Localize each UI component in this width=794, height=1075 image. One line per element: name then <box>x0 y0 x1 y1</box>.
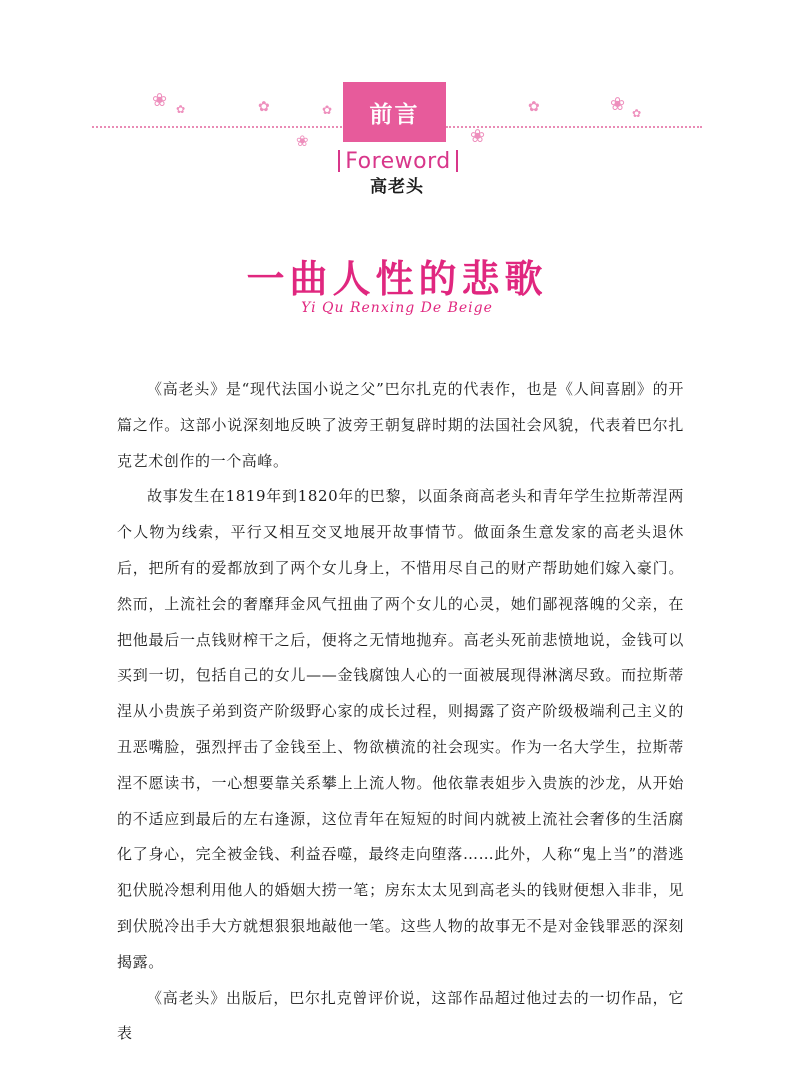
flower-icon: ✿ <box>528 99 540 115</box>
foreword-text: Foreword <box>345 148 451 174</box>
foreword-tag-label: 前言 <box>369 101 420 128</box>
flower-icon: ❀ <box>296 132 309 150</box>
flower-icon: ❀ <box>470 126 486 147</box>
divider-bar-right <box>456 150 458 172</box>
foreword-header <box>0 0 794 210</box>
flower-icon: ✿ <box>258 99 270 115</box>
body-text <box>117 372 684 1052</box>
paragraph: 故事发生在1819年到1820年的巴黎，以面条商高老头和青年学生拉斯蒂涅两个人物为线索，平行又相互交叉地展开故事情节。做面条生意发家的高老头退休后，把所有的爱都放到了两个女儿身上，不惜用尽自己的财产帮助她们嫁入豪门。然而，上流社会的奢靡拜金风气扭曲了两个女儿的心灵，她们鄙视落魄的父亲，在把他最后一点钱财榨干之后，便将之无情地抛弃。高老头死前悲愤地说，金钱可以买到一切，包括自己的女儿——金钱腐蚀人心的一面被展现得淋漓尽致。而拉斯蒂涅从小贵族子弟到资产阶级野心家的成长过程，则揭露了资产阶级极端利己主义的丑恶嘴脸，强烈抨击了金钱至上、物欲横流的社会现实。作为一名大学生，拉斯蒂涅不愿读书，一心想要靠关系攀上上流人物。他依靠表姐步入贵族的沙龙，从开始的不适应到最后的左右逢源，这位青年在短短的时间内就被上流社会奢侈的生活腐化了身心，完全被金钱、利益吞噬，最终走向堕落……此外，人称“鬼上当”的潜逃犯伏脱冷想利用他人的婚姻大捞一笔；房东太太见到高老头的钱财便想入非非，见到伏脱冷出手大方就想狠狠地敲他一笔。这些人物的故事无不是对金钱罪恶的深刻揭露。 <box>117 487 684 971</box>
foreword-tag <box>343 82 446 142</box>
divider-bar-left <box>338 150 340 172</box>
flower-icon: ✿ <box>322 103 333 117</box>
page-subtitle: Yi Qu Renxing De Beige <box>301 300 493 316</box>
paragraph: 《高老头》出版后，巴尔扎克曾评价说，这部作品超过他过去的一切作品，它表 <box>117 988 684 1043</box>
page-title: 一曲人性的悲歌 <box>246 256 548 301</box>
paragraph: 《高老头》是“现代法国小说之父”巴尔扎克的代表作，也是《人间喜剧》的开篇之作。这部小说深刻地反映了波旁王朝复辟时期的法国社会风貌，代表着巴尔扎克艺术创作的一个高峰。 <box>117 380 684 470</box>
dotted-divider-left <box>92 126 342 128</box>
flower-icon: ✿ <box>632 107 642 120</box>
flower-icon: ❀ <box>610 94 626 115</box>
flower-icon: ✿ <box>176 103 186 116</box>
book-title: 高老头 <box>370 177 424 197</box>
flower-icon: ❀ <box>152 90 168 111</box>
